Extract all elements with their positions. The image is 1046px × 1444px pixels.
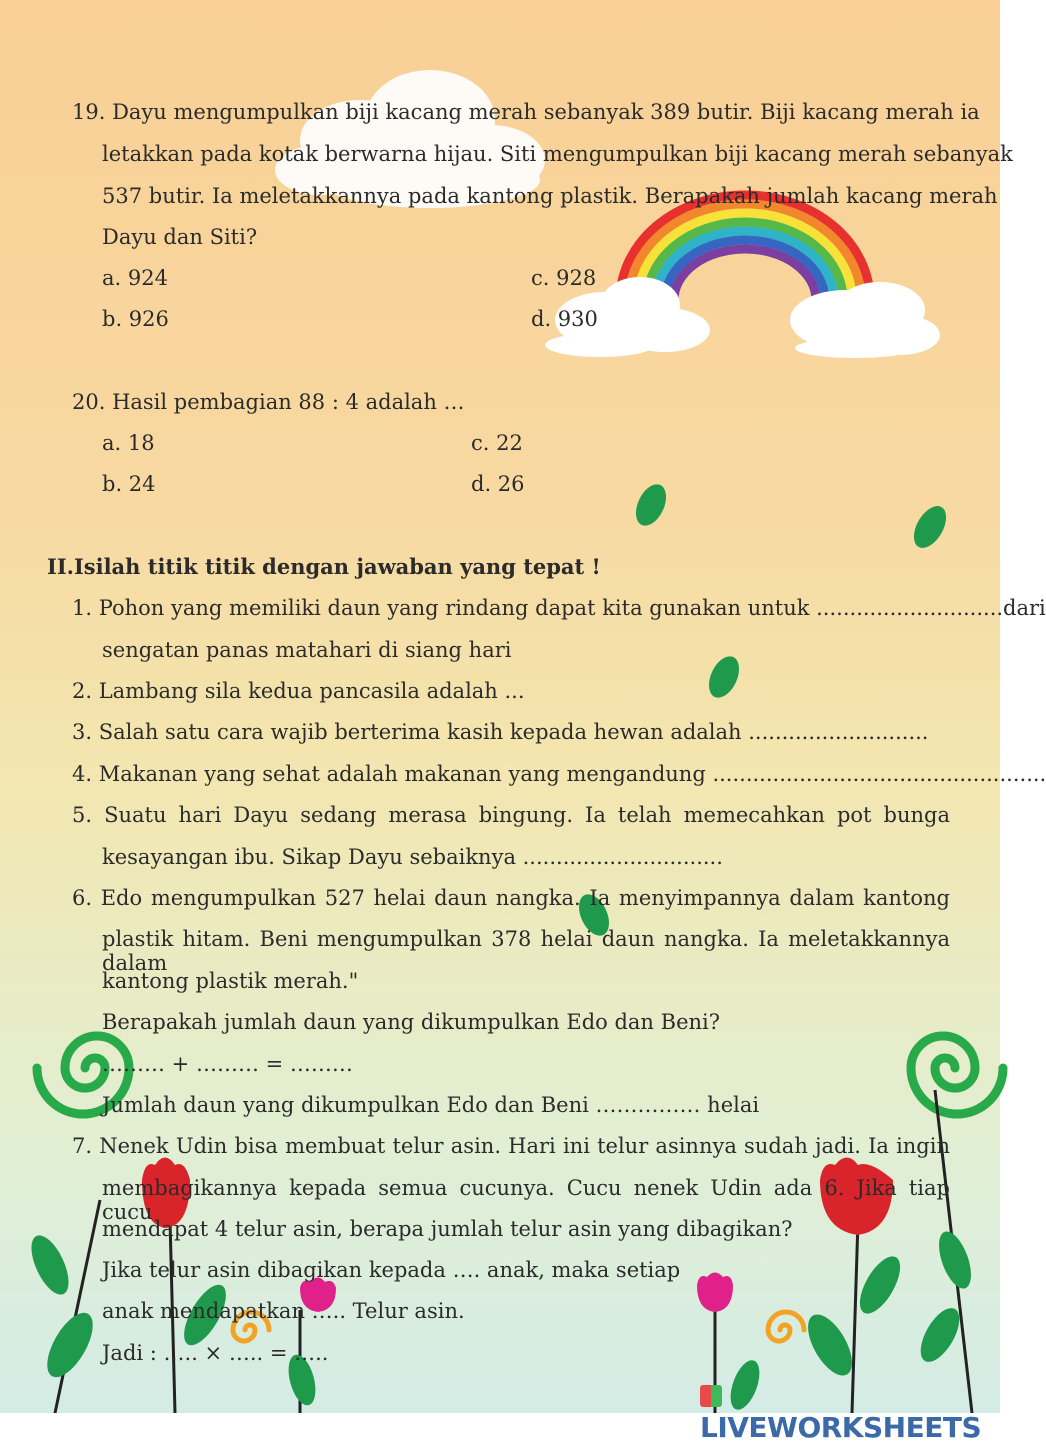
item-6-answer-equation[interactable]: ……… + ……… = ……… <box>102 1052 353 1076</box>
liveworksheets-logo[interactable] <box>700 1378 1000 1444</box>
item-6-line-4: Berapakah jumlah daun yang dikumpulkan Edo dan Beni? <box>102 1010 720 1034</box>
q19-line-1: 19. Dayu mengumpulkan biji kacang merah sebanyak 389 butir. Biji kacang merah ia <box>72 100 980 124</box>
floating-leaves <box>573 480 953 941</box>
q20-option-a[interactable]: a. 18 <box>102 431 155 455</box>
item-5-line-2: kesayangan ibu. Sikap Dayu sebaiknya .............................. <box>102 845 723 869</box>
logo-icon <box>700 1385 722 1407</box>
q19-option-c[interactable]: c. 928 <box>531 266 597 290</box>
item-6-line-1: 6. Edo mengumpulkan 527 helai daun nangka. Ia menyimpannya dalam kantong <box>72 886 950 910</box>
q19-option-a[interactable]: a. 924 <box>102 266 168 290</box>
item-7-line-4: Jika telur asin dibagikan kepada …. anak, maka setiap <box>102 1258 681 1282</box>
item-7-line-2: membagikannya kepada semua cucunya. Cucu nenek Udin ada 6. Jika tiap cucu <box>102 1176 950 1224</box>
q19-line-2: letakkan pada kotak berwarna hijau. Siti mengumpulkan biji kacang merah sebanyak <box>102 142 1013 166</box>
item-1-line-1: 1. Pohon yang memiliki daun yang rindang dapat kita gunakan untuk ............................dari <box>72 596 1046 620</box>
q19-line-3: 537 butir. Ia meletakkannya pada kantong plastik. Berapakah jumlah kacang merah <box>102 184 998 208</box>
item-7-answer-equation[interactable]: Jadi : ….. × ….. = ….. <box>102 1341 329 1365</box>
q19-option-d[interactable]: d. 930 <box>531 307 598 331</box>
q20-option-c[interactable]: c. 22 <box>471 431 523 455</box>
q20-question: 20. Hasil pembagian 88 : 4 adalah … <box>72 390 465 414</box>
item-1-line-2: sengatan panas matahari di siang hari <box>102 638 512 662</box>
section-heading: II.Isilah titik titik dengan jawaban yang tepat ! <box>47 554 601 579</box>
rainbow-clouds <box>545 277 940 358</box>
q19-option-b[interactable]: b. 926 <box>102 307 169 331</box>
q20-option-b[interactable]: b. 24 <box>102 472 156 496</box>
item-7-line-3: mendapat 4 telur asin, berapa jumlah telur asin yang dibagikan? <box>102 1217 793 1241</box>
item-4: 4. Makanan yang sehat adalah makanan yang mengandung .................................................. <box>72 762 1046 786</box>
q19-line-4: Dayu dan Siti? <box>102 225 258 249</box>
item-6-line-6: Jumlah daun yang dikumpulkan Edo dan Beni …………… helai <box>102 1093 760 1117</box>
item-7-line-5: anak mendapatkan ….. Telur asin. <box>102 1299 465 1323</box>
item-3: 3. Salah satu cara wajib berterima kasih kepada hewan adalah ........................... <box>72 720 929 744</box>
item-5-line-1: 5. Suatu hari Dayu sedang merasa bingung. Ia telah memecahkan pot bunga <box>72 803 950 827</box>
item-6-line-3: kantong plastik merah." <box>102 969 359 993</box>
logo-text: LIVEWORKSHEETS <box>700 1411 982 1444</box>
item-6-line-2: plastik hitam. Beni mengumpulkan 378 helai daun nangka. Ia meletakkannya dalam <box>102 927 950 975</box>
item-7-line-1: 7. Nenek Udin bisa membuat telur asin. Hari ini telur asinnya sudah jadi. Ia ingin <box>72 1134 950 1158</box>
item-2: 2. Lambang sila kedua pancasila adalah ... <box>72 679 525 703</box>
q20-option-d[interactable]: d. 26 <box>471 472 525 496</box>
